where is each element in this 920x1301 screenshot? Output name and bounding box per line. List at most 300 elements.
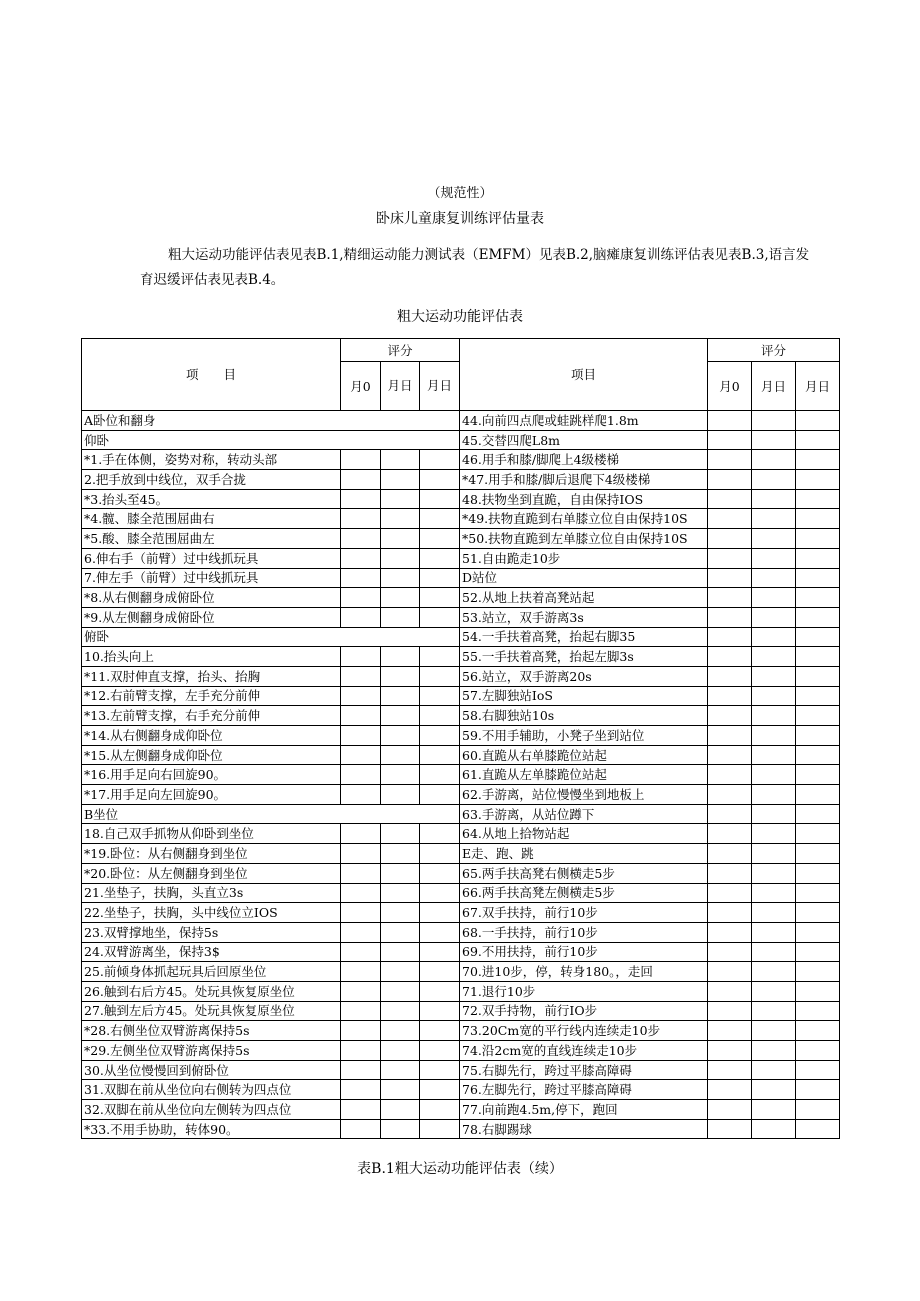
score-cell-right-1[interactable] <box>708 962 752 982</box>
table-row <box>82 470 840 490</box>
score-cell-right-2[interactable] <box>752 548 796 568</box>
score-cell-left-3[interactable] <box>420 568 460 588</box>
score-cell-left-3[interactable] <box>420 548 460 568</box>
item-right: 65.两手扶高凳右侧横走5步 <box>460 863 708 883</box>
score-cell-left-3[interactable] <box>420 509 460 529</box>
score-cell-right-1[interactable] <box>708 607 752 627</box>
score-cell-right-2[interactable] <box>752 588 796 608</box>
item-left: *20.卧位：从左侧翻身到坐位 <box>82 863 341 883</box>
header-item-left: 项 目 <box>82 339 341 411</box>
score-cell-left-2[interactable] <box>381 450 420 470</box>
score-cell-left-1[interactable] <box>341 706 381 726</box>
score-cell-right-3[interactable] <box>796 863 840 883</box>
score-cell-right-1[interactable] <box>708 1041 752 1061</box>
score-cell-left-1[interactable] <box>341 509 381 529</box>
item-right: 59.不用手辅助，小凳子坐到站位 <box>460 726 708 746</box>
score-cell-left-2[interactable] <box>381 706 420 726</box>
score-cell-right-1[interactable] <box>708 706 752 726</box>
score-cell-left-2[interactable] <box>381 686 420 706</box>
table-row <box>82 647 840 667</box>
score-cell-right-3[interactable] <box>796 568 840 588</box>
score-cell-left-3[interactable] <box>420 489 460 509</box>
score-cell-left-3[interactable] <box>420 1080 460 1100</box>
table-row <box>82 411 840 431</box>
score-cell-right-2[interactable] <box>752 647 796 667</box>
score-cell-left-1[interactable] <box>341 922 381 942</box>
score-cell-left-3[interactable] <box>420 1060 460 1080</box>
score-cell-left-1[interactable] <box>341 903 381 923</box>
table-row <box>82 765 840 785</box>
score-cell-right-2[interactable] <box>752 981 796 1001</box>
score-cell-right-2[interactable] <box>752 824 796 844</box>
table-row <box>82 804 840 824</box>
score-cell-left-2[interactable] <box>381 470 420 490</box>
item-right: 54.一手扶着高凳，抬起右脚35 <box>460 627 708 647</box>
header-score-right: 评分 <box>708 339 840 362</box>
header-date-right-1: 月0 <box>708 362 752 411</box>
score-cell-left-2[interactable] <box>381 548 420 568</box>
score-cell-left-2[interactable] <box>381 1021 420 1041</box>
score-cell-left-1[interactable] <box>341 529 381 549</box>
item-left: *29.左侧坐位双臂游离保持5s <box>82 1041 341 1061</box>
score-cell-left-2[interactable] <box>381 1080 420 1100</box>
item-right: 77.向前跑4.5m,停下，跑回 <box>460 1100 708 1120</box>
score-cell-right-3[interactable] <box>796 1100 840 1120</box>
score-cell-left-2[interactable] <box>381 824 420 844</box>
score-cell-right-1[interactable] <box>708 765 752 785</box>
score-cell-right-2[interactable] <box>752 1001 796 1021</box>
score-cell-right-2[interactable] <box>752 666 796 686</box>
score-cell-right-2[interactable] <box>752 903 796 923</box>
score-cell-right-1[interactable] <box>708 922 752 942</box>
table-row <box>82 1119 840 1139</box>
score-cell-left-3[interactable] <box>420 529 460 549</box>
score-cell-right-3[interactable] <box>796 647 840 667</box>
score-cell-left-1[interactable] <box>341 726 381 746</box>
score-cell-right-3[interactable] <box>796 922 840 942</box>
score-cell-left-3[interactable] <box>420 588 460 608</box>
score-cell-left-3[interactable] <box>420 666 460 686</box>
score-cell-right-2[interactable] <box>752 1021 796 1041</box>
score-cell-left-3[interactable] <box>420 903 460 923</box>
score-cell-right-3[interactable] <box>796 588 840 608</box>
item-left: 23.双臂撑地坐，保持5s <box>82 922 341 942</box>
table-row <box>82 607 840 627</box>
score-cell-right-3[interactable] <box>796 1041 840 1061</box>
table-row <box>82 726 840 746</box>
item-left: 31.双脚在前从坐位向右侧转为四点位 <box>82 1080 341 1100</box>
item-right: 55.一手扶着高凳，抬起左脚3s <box>460 647 708 667</box>
score-cell-left-1[interactable] <box>341 785 381 805</box>
score-cell-left-2[interactable] <box>381 745 420 765</box>
score-cell-right-2[interactable] <box>752 962 796 982</box>
score-cell-right-1[interactable] <box>708 844 752 864</box>
score-cell-left-3[interactable] <box>420 1021 460 1041</box>
item-right: 74.沿2cm宽的直线连续走10步 <box>460 1041 708 1061</box>
score-cell-right-3[interactable] <box>796 785 840 805</box>
table-title: 粗大运动功能评估表 <box>397 309 523 325</box>
score-cell-right-3[interactable] <box>796 1021 840 1041</box>
table-row <box>82 1021 840 1041</box>
item-right: 52.从地上扶着高凳站起 <box>460 588 708 608</box>
section-header-left: B坐位 <box>82 804 460 824</box>
item-right: 71.退行10步 <box>460 981 708 1001</box>
score-cell-left-2[interactable] <box>381 942 420 962</box>
item-right: 63.手游离，从站位蹲下 <box>460 804 708 824</box>
score-cell-left-2[interactable] <box>381 529 420 549</box>
score-cell-right-2[interactable] <box>752 1060 796 1080</box>
score-cell-right-3[interactable] <box>796 726 840 746</box>
score-cell-right-1[interactable] <box>708 1060 752 1080</box>
item-right: 69.不用扶持，前行10步 <box>460 942 708 962</box>
score-cell-left-1[interactable] <box>341 450 381 470</box>
score-cell-left-1[interactable] <box>341 607 381 627</box>
table-row <box>82 548 840 568</box>
score-cell-left-2[interactable] <box>381 588 420 608</box>
score-cell-left-3[interactable] <box>420 1119 460 1139</box>
item-right: 46.用手和膝/脚爬上4级楼梯 <box>460 450 708 470</box>
table-row <box>82 745 840 765</box>
score-cell-left-3[interactable] <box>420 1100 460 1120</box>
score-cell-left-3[interactable] <box>420 726 460 746</box>
score-cell-right-3[interactable] <box>796 883 840 903</box>
score-cell-right-2[interactable] <box>752 1119 796 1139</box>
score-cell-left-1[interactable] <box>341 647 381 667</box>
table-row <box>82 1060 840 1080</box>
score-cell-right-2[interactable] <box>752 607 796 627</box>
score-cell-left-3[interactable] <box>420 706 460 726</box>
score-cell-right-3[interactable] <box>796 1119 840 1139</box>
score-cell-right-1[interactable] <box>708 529 752 549</box>
score-cell-left-2[interactable] <box>381 981 420 1001</box>
score-cell-right-3[interactable] <box>796 666 840 686</box>
item-left: *13.左前臂支撑，右手充分前伸 <box>82 706 341 726</box>
item-left: *15.从左侧翻身成仰卧位 <box>82 745 341 765</box>
score-cell-right-1[interactable] <box>708 548 752 568</box>
score-cell-right-1[interactable] <box>708 627 752 647</box>
score-cell-left-3[interactable] <box>420 686 460 706</box>
score-cell-left-1[interactable] <box>341 470 381 490</box>
score-cell-right-1[interactable] <box>708 647 752 667</box>
score-cell-right-1[interactable] <box>708 883 752 903</box>
score-cell-right-1[interactable] <box>708 981 752 1001</box>
score-cell-right-1[interactable] <box>708 1080 752 1100</box>
score-cell-right-3[interactable] <box>796 844 840 864</box>
score-cell-left-2[interactable] <box>381 883 420 903</box>
score-cell-left-2[interactable] <box>381 666 420 686</box>
score-cell-left-3[interactable] <box>420 765 460 785</box>
score-cell-left-3[interactable] <box>420 745 460 765</box>
score-cell-left-3[interactable] <box>420 922 460 942</box>
score-cell-left-3[interactable] <box>420 450 460 470</box>
score-cell-right-1[interactable] <box>708 1100 752 1120</box>
item-right: 64.从地上拾物站起 <box>460 824 708 844</box>
score-cell-right-3[interactable] <box>796 962 840 982</box>
item-left: *33.不用手协助，转体90。 <box>82 1119 341 1139</box>
score-cell-left-3[interactable] <box>420 607 460 627</box>
item-left: 21.坐垫子，扶胸，头直立3s <box>82 883 341 903</box>
score-cell-left-1[interactable] <box>341 1100 381 1120</box>
score-cell-right-2[interactable] <box>752 844 796 864</box>
score-cell-right-1[interactable] <box>708 726 752 746</box>
score-cell-left-1[interactable] <box>341 1080 381 1100</box>
score-cell-left-3[interactable] <box>420 647 460 667</box>
item-right: 56.站立，双手游离20s <box>460 666 708 686</box>
score-cell-left-2[interactable] <box>381 1119 420 1139</box>
item-right: 44.向前四点爬或蛙跳样爬1.8m <box>460 411 708 431</box>
score-cell-left-2[interactable] <box>381 1060 420 1080</box>
score-cell-right-1[interactable] <box>708 1119 752 1139</box>
table-row <box>82 1080 840 1100</box>
score-cell-left-1[interactable] <box>341 489 381 509</box>
score-cell-right-2[interactable] <box>752 627 796 647</box>
score-cell-right-3[interactable] <box>796 450 840 470</box>
score-cell-left-2[interactable] <box>381 509 420 529</box>
score-cell-left-1[interactable] <box>341 548 381 568</box>
score-cell-right-3[interactable] <box>796 981 840 1001</box>
section-header-right: E走、跑、跳 <box>460 844 708 864</box>
score-cell-right-1[interactable] <box>708 686 752 706</box>
score-cell-right-2[interactable] <box>752 922 796 942</box>
score-cell-right-1[interactable] <box>708 588 752 608</box>
document-title: 卧床儿童康复训练评估量表 <box>376 211 544 227</box>
score-cell-right-2[interactable] <box>752 863 796 883</box>
table-row <box>82 922 840 942</box>
score-cell-right-2[interactable] <box>752 1100 796 1120</box>
score-cell-left-2[interactable] <box>381 607 420 627</box>
header-date-right-3: 月日 <box>796 362 840 411</box>
table-row <box>82 883 840 903</box>
item-left: *11.双肘伸直支撑，抬头、抬胸 <box>82 666 341 686</box>
score-cell-right-1[interactable] <box>708 568 752 588</box>
table-row <box>82 706 840 726</box>
score-cell-right-2[interactable] <box>752 745 796 765</box>
score-cell-right-1[interactable] <box>708 745 752 765</box>
table-row <box>82 785 840 805</box>
score-cell-right-2[interactable] <box>752 726 796 746</box>
score-cell-right-2[interactable] <box>752 411 796 431</box>
score-cell-left-1[interactable] <box>341 1119 381 1139</box>
score-cell-right-1[interactable] <box>708 942 752 962</box>
score-cell-left-1[interactable] <box>341 1060 381 1080</box>
score-cell-left-1[interactable] <box>341 942 381 962</box>
table-row <box>82 529 840 549</box>
score-cell-right-1[interactable] <box>708 863 752 883</box>
score-cell-right-2[interactable] <box>752 883 796 903</box>
score-cell-right-2[interactable] <box>752 686 796 706</box>
table-row <box>82 824 840 844</box>
item-left: 24.双臂游离坐，保持3$ <box>82 942 341 962</box>
score-cell-right-3[interactable] <box>796 627 840 647</box>
item-right: 58.右脚独站10s <box>460 706 708 726</box>
score-cell-right-2[interactable] <box>752 450 796 470</box>
table-row <box>82 627 840 647</box>
table-row <box>82 489 840 509</box>
item-left: *19.卧位：从右侧翻身到坐位 <box>82 844 341 864</box>
score-cell-right-1[interactable] <box>708 804 752 824</box>
score-cell-left-1[interactable] <box>341 686 381 706</box>
score-cell-right-3[interactable] <box>796 824 840 844</box>
score-cell-right-2[interactable] <box>752 509 796 529</box>
table-row <box>82 430 840 450</box>
score-cell-right-3[interactable] <box>796 765 840 785</box>
score-cell-right-2[interactable] <box>752 430 796 450</box>
score-cell-left-2[interactable] <box>381 765 420 785</box>
score-cell-right-2[interactable] <box>752 706 796 726</box>
item-right: 67.双手扶持，前行10步 <box>460 903 708 923</box>
score-cell-right-2[interactable] <box>752 942 796 962</box>
score-cell-left-2[interactable] <box>381 726 420 746</box>
score-cell-left-2[interactable] <box>381 922 420 942</box>
score-cell-right-3[interactable] <box>796 411 840 431</box>
item-left: *17.用手足向左回旋90。 <box>82 785 341 805</box>
item-left: *12.右前臂支撑，左手充分前伸 <box>82 686 341 706</box>
score-cell-right-1[interactable] <box>708 1021 752 1041</box>
table-row <box>82 568 840 588</box>
score-cell-left-3[interactable] <box>420 785 460 805</box>
score-cell-right-1[interactable] <box>708 666 752 686</box>
score-cell-left-3[interactable] <box>420 1041 460 1061</box>
item-right: 60.直跪从右单膝跪位站起 <box>460 745 708 765</box>
score-cell-left-2[interactable] <box>381 1001 420 1021</box>
score-cell-left-3[interactable] <box>420 1001 460 1021</box>
score-cell-left-1[interactable] <box>341 844 381 864</box>
table-row <box>82 1001 840 1021</box>
score-cell-left-1[interactable] <box>341 883 381 903</box>
score-cell-left-2[interactable] <box>381 863 420 883</box>
table-row <box>82 942 840 962</box>
score-cell-left-2[interactable] <box>381 1100 420 1120</box>
score-cell-left-1[interactable] <box>341 863 381 883</box>
item-right: 53.站立，双手游离3s <box>460 607 708 627</box>
item-right: 76.左脚先行，跨过平膝高障碍 <box>460 1080 708 1100</box>
table-row <box>82 1100 840 1120</box>
score-cell-left-2[interactable] <box>381 785 420 805</box>
score-cell-left-1[interactable] <box>341 745 381 765</box>
score-cell-right-1[interactable] <box>708 450 752 470</box>
score-cell-left-1[interactable] <box>341 1021 381 1041</box>
score-cell-left-3[interactable] <box>420 981 460 1001</box>
score-cell-right-1[interactable] <box>708 411 752 431</box>
item-left: *14.从右侧翻身成仰卧位 <box>82 726 341 746</box>
score-cell-right-3[interactable] <box>796 804 840 824</box>
score-cell-right-1[interactable] <box>708 430 752 450</box>
score-cell-left-2[interactable] <box>381 962 420 982</box>
score-cell-left-2[interactable] <box>381 903 420 923</box>
item-right: 73.20Cm宽的平行线内连续走10步 <box>460 1021 708 1041</box>
score-cell-right-3[interactable] <box>796 903 840 923</box>
score-cell-left-1[interactable] <box>341 1041 381 1061</box>
table-row <box>82 666 840 686</box>
score-cell-right-2[interactable] <box>752 1041 796 1061</box>
table-row <box>82 863 840 883</box>
score-cell-right-1[interactable] <box>708 470 752 490</box>
score-cell-right-2[interactable] <box>752 489 796 509</box>
score-cell-right-2[interactable] <box>752 529 796 549</box>
score-cell-left-3[interactable] <box>420 844 460 864</box>
score-cell-right-2[interactable] <box>752 470 796 490</box>
score-cell-right-1[interactable] <box>708 489 752 509</box>
score-cell-right-3[interactable] <box>796 529 840 549</box>
score-cell-right-3[interactable] <box>796 430 840 450</box>
score-cell-left-2[interactable] <box>381 1041 420 1061</box>
score-cell-right-3[interactable] <box>796 470 840 490</box>
score-cell-right-3[interactable] <box>796 1060 840 1080</box>
item-right: *47.用手和膝/脚后退爬下4级楼梯 <box>460 470 708 490</box>
score-cell-right-1[interactable] <box>708 785 752 805</box>
score-cell-right-1[interactable] <box>708 509 752 529</box>
score-cell-right-3[interactable] <box>796 1001 840 1021</box>
score-cell-left-1[interactable] <box>341 765 381 785</box>
header-row-1 <box>82 339 840 362</box>
score-cell-left-1[interactable] <box>341 666 381 686</box>
score-cell-left-1[interactable] <box>341 824 381 844</box>
score-cell-right-2[interactable] <box>752 765 796 785</box>
item-right: 45.交替四爬L8m <box>460 430 708 450</box>
score-cell-left-1[interactable] <box>341 568 381 588</box>
score-cell-right-3[interactable] <box>796 607 840 627</box>
item-left: 30.从坐位慢慢回到俯卧位 <box>82 1060 341 1080</box>
table-row <box>82 962 840 982</box>
score-cell-left-3[interactable] <box>420 863 460 883</box>
header-score-left: 评分 <box>341 339 460 362</box>
score-cell-left-2[interactable] <box>381 647 420 667</box>
score-cell-right-3[interactable] <box>796 1080 840 1100</box>
item-right: 48.扶物坐到直跪，自由保持IOS <box>460 489 708 509</box>
section-header-left: 仰卧 <box>82 430 460 450</box>
score-cell-right-3[interactable] <box>796 706 840 726</box>
score-cell-left-3[interactable] <box>420 883 460 903</box>
table-row <box>82 686 840 706</box>
item-right: 57.左脚独站IoS <box>460 686 708 706</box>
score-cell-right-3[interactable] <box>796 745 840 765</box>
header-date-left-2: 月日 <box>381 362 420 411</box>
score-cell-right-3[interactable] <box>796 942 840 962</box>
score-cell-left-1[interactable] <box>341 962 381 982</box>
section-header-left: 俯卧 <box>82 627 460 647</box>
score-cell-right-2[interactable] <box>752 568 796 588</box>
score-cell-right-3[interactable] <box>796 686 840 706</box>
score-cell-left-3[interactable] <box>420 962 460 982</box>
score-cell-right-3[interactable] <box>796 548 840 568</box>
score-cell-left-3[interactable] <box>420 824 460 844</box>
item-left: *1.手在体侧，姿势对称，转动头部 <box>82 450 341 470</box>
score-cell-right-3[interactable] <box>796 489 840 509</box>
score-cell-left-1[interactable] <box>341 588 381 608</box>
score-cell-left-2[interactable] <box>381 489 420 509</box>
item-right: 61.直跪从左单膝跪位站起 <box>460 765 708 785</box>
score-cell-right-2[interactable] <box>752 785 796 805</box>
score-cell-left-2[interactable] <box>381 844 420 864</box>
score-cell-left-3[interactable] <box>420 470 460 490</box>
score-cell-right-3[interactable] <box>796 509 840 529</box>
gross-motor-table <box>81 338 840 1139</box>
score-cell-right-1[interactable] <box>708 1001 752 1021</box>
item-left: *5.酸、膝全范围屈曲左 <box>82 529 341 549</box>
score-cell-right-2[interactable] <box>752 1080 796 1100</box>
item-left: *8.从右侧翻身成俯卧位 <box>82 588 341 608</box>
score-cell-left-1[interactable] <box>341 1001 381 1021</box>
score-cell-left-2[interactable] <box>381 568 420 588</box>
item-right: 62.手游离，站位慢慢坐到地板上 <box>460 785 708 805</box>
score-cell-left-1[interactable] <box>341 981 381 1001</box>
score-cell-right-1[interactable] <box>708 824 752 844</box>
score-cell-right-2[interactable] <box>752 804 796 824</box>
score-cell-right-1[interactable] <box>708 903 752 923</box>
item-right: 72.双手持物，前行IO步 <box>460 1001 708 1021</box>
score-cell-left-3[interactable] <box>420 942 460 962</box>
item-left: 26.触到右后方45。处玩具恢复原坐位 <box>82 981 341 1001</box>
